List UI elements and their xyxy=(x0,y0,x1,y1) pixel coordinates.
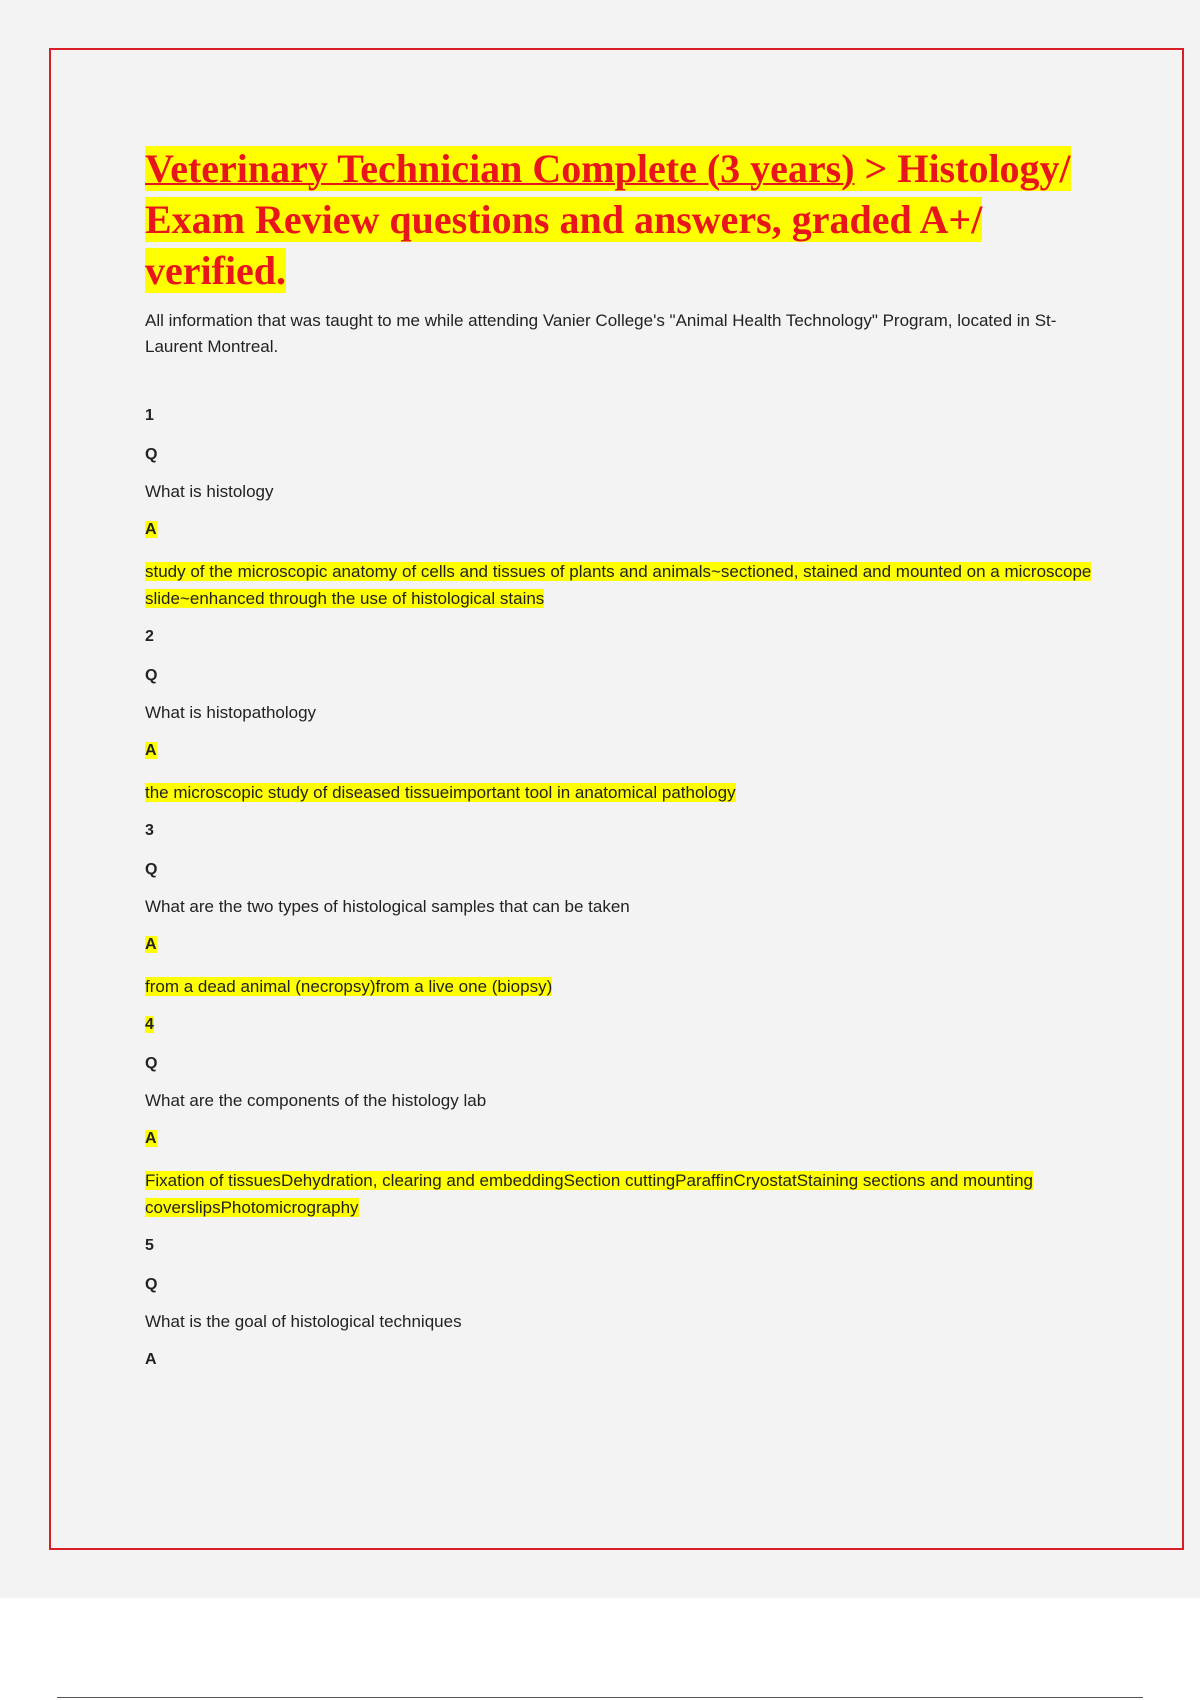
title-line1-rest: > Histology/ xyxy=(854,146,1071,191)
qa-item xyxy=(145,821,1095,1000)
answer-text: the microscopic study of diseased tissueimportant tool in anatomical pathology xyxy=(145,783,736,802)
title-line3: verified. xyxy=(145,248,287,293)
question-text: What are the components of the histology lab xyxy=(145,1091,487,1110)
answer-label: A xyxy=(145,1351,157,1368)
qa-item xyxy=(145,1236,1095,1370)
intro-paragraph: All information that was taught to me while attending Vanier College's "Animal Health Technology" Program, located in St-Laurent Montreal. xyxy=(145,311,1057,356)
answer-text: from a dead animal (necropsy)from a live one (biopsy) xyxy=(145,977,553,996)
document-title xyxy=(145,143,1095,296)
question-text: What is histology xyxy=(145,482,274,501)
question-label: Q xyxy=(145,1055,158,1072)
qa-item xyxy=(145,1015,1095,1221)
answer-text: study of the microscopic anatomy of cells and tissues of plants and animals~sectioned, stained and mounted on a microscope slide~enhanced through the use of histological stains xyxy=(145,562,1092,608)
question-number: 3 xyxy=(145,822,154,839)
qa-item xyxy=(145,627,1095,806)
qa-list xyxy=(145,406,1095,1370)
question-text: What is the goal of histological techniques xyxy=(145,1312,462,1331)
question-label: Q xyxy=(145,446,158,463)
answer-label: A xyxy=(145,742,157,759)
question-text: What is histopathology xyxy=(145,703,317,722)
next-page-divider xyxy=(57,1697,1143,1698)
question-label: Q xyxy=(145,861,158,878)
question-number: 4 xyxy=(145,1016,154,1033)
title-link[interactable]: Veterinary Technician Complete (3 years) xyxy=(145,146,855,191)
question-number: 1 xyxy=(145,407,154,424)
question-label: Q xyxy=(145,1276,158,1293)
answer-label: A xyxy=(145,521,157,538)
question-text: What are the two types of histological samples that can be taken xyxy=(145,897,630,916)
answer-label: A xyxy=(145,936,157,953)
document-content xyxy=(145,143,1095,1388)
qa-item xyxy=(145,406,1095,612)
question-number: 2 xyxy=(145,628,154,645)
answer-text: Fixation of tissuesDehydration, clearing and embeddingSection cuttingParaffinCryostatStaining sections and mounting coverslipsPhotomicrography xyxy=(145,1171,1033,1217)
title-line2: Exam Review questions and answers, graded A+/ xyxy=(145,197,983,242)
question-number: 5 xyxy=(145,1237,154,1254)
answer-label: A xyxy=(145,1130,157,1147)
question-label: Q xyxy=(145,667,158,684)
